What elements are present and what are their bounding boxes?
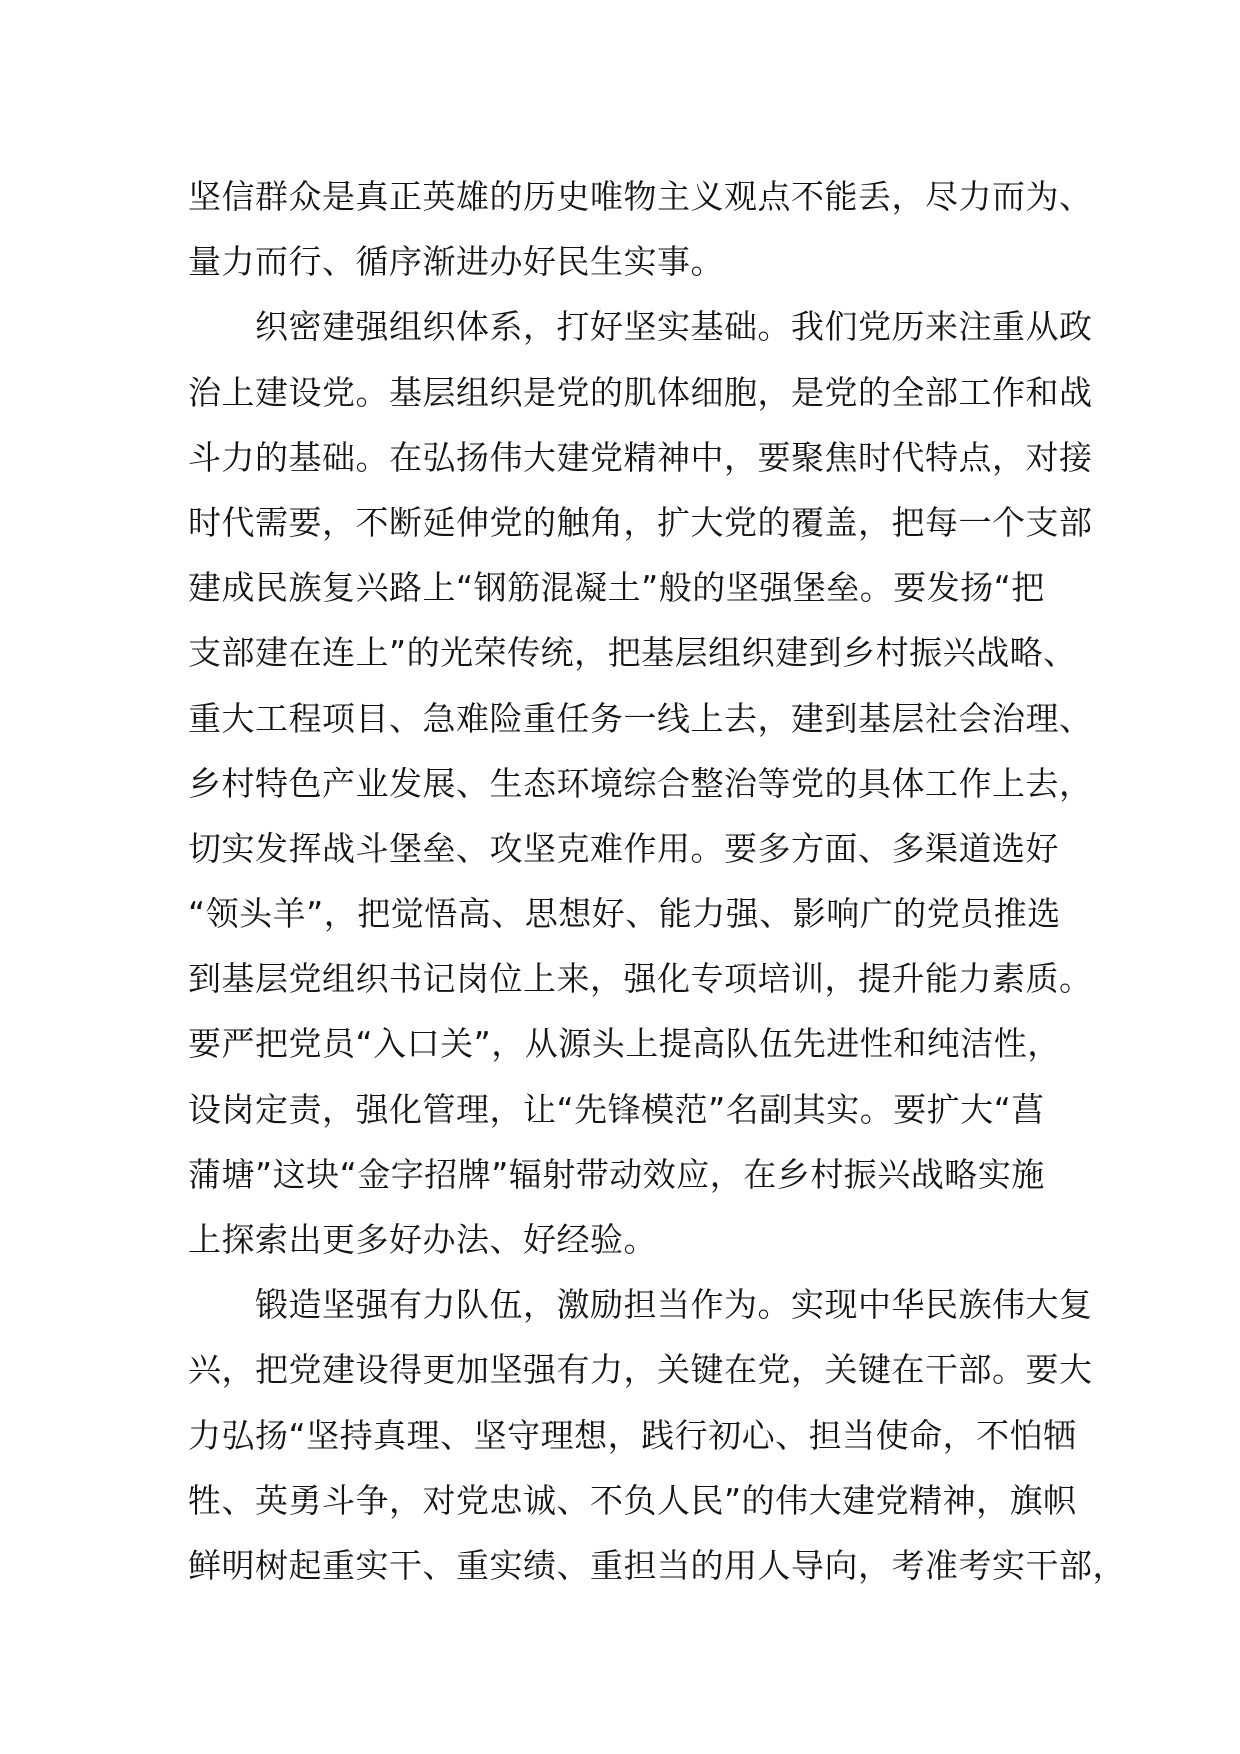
text-line: 坚信群众是真正英雄的历史唯物主义观点不能丢，尽力而为、 <box>188 177 1093 216</box>
paragraph-1 <box>188 164 1093 294</box>
text-line: 牲、英勇斗争，对党忠诚、不负人民”的伟大建党精神，旗帜 <box>188 1480 1077 1520</box>
text-line: 切实发挥战斗堡垒、攻坚克难作用。要多方面、多渠道选好 <box>188 828 1059 868</box>
text-line: 到基层党组织书记岗位上来，强化专项培训，提升能力素质。 <box>188 959 1093 999</box>
text-line: 支部建在连上”的光荣传统，把基层组织建到乡村振兴战略、 <box>188 633 1077 673</box>
text-line: 要严把党员“入口关”，从源头上提高队伍先进性和纯洁性， <box>188 1024 1061 1064</box>
text-line: 建成民族复兴路上“钢筋混凝土”般的坚强堡垒。要发扬“把 <box>188 568 1045 608</box>
paragraph-2 <box>188 294 1093 1272</box>
text-line: 设岗定责，强化管理，让“先锋模范”名副其实。要扩大“菖 <box>188 1089 1045 1129</box>
text-line: 乡村特色产业发展、生态环境综合整治等党的具体工作上去， <box>188 763 1093 803</box>
text-line: 治上建设党。基层组织是党的肌体细胞，是党的全部工作和战 <box>188 372 1093 412</box>
text-line: 鲜明树起重实干、重实绩、重担当的用人导向，考准考实干部， <box>188 1545 1126 1585</box>
text-line: 力弘扬“坚持真理、坚守理想，践行初心、担当使命，不怕牺 <box>188 1415 1077 1455</box>
text-line: 时代需要，不断延伸党的触角，扩大党的覆盖，把每一个支部 <box>188 502 1093 542</box>
text-line: 重大工程项目、急难险重任务一线上去，建到基层社会治理、 <box>188 698 1093 738</box>
text-line: 蒲塘”这块“金字招牌”辐射带动效应，在乡村振兴战略实施 <box>188 1154 1045 1194</box>
text-line: 织密建强组织体系，打好坚实基础。我们党历来注重从政 <box>188 307 1093 347</box>
text-line: 斗力的基础。在弘扬伟大建党精神中，要聚焦时代特点，对接 <box>188 437 1093 477</box>
text-line: 量力而行、循序渐进办好民生实事。 <box>188 242 724 282</box>
text-line: 锻造坚强有力队伍，激励担当作为。实现中华民族伟大复 <box>188 1285 1093 1325</box>
text-line: 上探索出更多好办法、好经验。 <box>188 1220 657 1259</box>
text-line: 兴，把党建设得更加坚强有力，关键在党，关键在干部。要大 <box>188 1350 1093 1390</box>
paragraph-3 <box>188 1272 1126 1598</box>
document-body <box>188 164 1126 1598</box>
text-line: “领头羊”，把觉悟高、思想好、能力强、影响广的党员推选 <box>188 894 1061 934</box>
